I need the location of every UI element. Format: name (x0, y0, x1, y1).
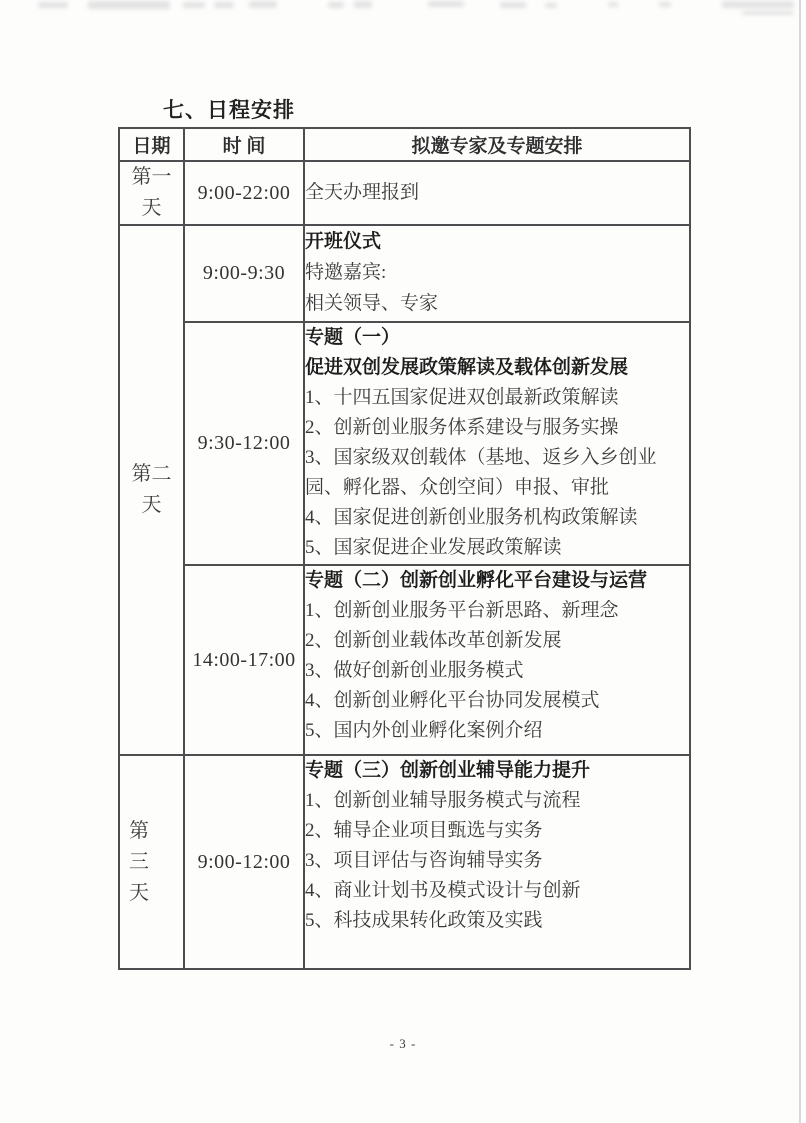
schedule-line: 相关领导、专家 (305, 293, 439, 314)
header-date: 日期 (119, 128, 184, 161)
schedule-line: 3、项目评估与咨询辅导实务 (305, 850, 543, 871)
schedule-line: 开班仪式 (305, 231, 382, 252)
schedule-line: 专题（一） (305, 327, 401, 348)
schedule-line: 1、创新创业辅导服务模式与流程 (305, 790, 581, 811)
session-content-cell (304, 161, 690, 225)
day1-cell (119, 161, 184, 225)
bleedthrough-smudge (328, 2, 344, 8)
bleedthrough-smudge (659, 2, 671, 7)
session-content-cell (304, 225, 690, 322)
schedule-line: 3、国家级双创载体（基地、返乡入乡创业园、孵化器、众创空间）申报、审批 (305, 447, 657, 498)
day-label-line: 天 (141, 197, 162, 219)
time-cell: 9:00-9:30 (184, 225, 304, 322)
schedule-line: 专题（二）创新创业孵化平台建设与运营 (305, 570, 648, 591)
day-label-line: 第 三 (129, 819, 169, 873)
session-content-cell (304, 565, 690, 755)
bleedthrough-smudge (214, 2, 234, 8)
schedule-line: 专题（三）创新创业辅导能力提升 (305, 760, 591, 781)
time-cell: 9:00-22:00 (184, 161, 304, 225)
header-time: 时 间 (184, 128, 304, 161)
schedule-line: 1、创新创业服务平台新思路、新理念 (305, 600, 619, 621)
bleedthrough-smudge (183, 2, 205, 8)
schedule-line: 5、国家促进企业发展政策解读 (305, 537, 562, 558)
table-row (119, 755, 690, 969)
table-header-row (119, 128, 690, 161)
time-cell: 14:00-17:00 (184, 565, 304, 755)
bleedthrough-smudge (545, 3, 557, 8)
bleedthrough-smudge (354, 1, 372, 8)
bleedthrough-smudge (88, 1, 170, 9)
page-number: - 3 - (389, 1036, 417, 1051)
schedule-line: 4、商业计划书及模式设计与创新 (305, 880, 581, 901)
time-cell: 9:00-12:00 (184, 755, 304, 969)
day3-cell (119, 755, 184, 969)
session-content-cell (304, 322, 690, 565)
day-label-line: 第二 (131, 463, 172, 485)
session-content-cell (304, 755, 690, 969)
schedule-line: 4、国家促进创新创业服务机构政策解读 (305, 507, 638, 528)
schedule-line: 全天办理报到 (305, 182, 420, 203)
time-cell: 9:30-12:00 (184, 322, 304, 565)
schedule-line: 2、创新创业载体改革创新发展 (305, 630, 562, 651)
schedule-line: 4、创新创业孵化平台协同发展模式 (305, 690, 600, 711)
bleedthrough-smudge (38, 2, 68, 8)
schedule-line: 1、十四五国家促进双创最新政策解读 (305, 387, 619, 408)
header-content: 拟邀专家及专题安排 (304, 128, 690, 161)
schedule-line: 2、辅导企业项目甄选与实务 (305, 820, 543, 841)
bleedthrough-smudge (428, 1, 464, 7)
table-row (119, 322, 690, 565)
schedule-table (118, 127, 691, 970)
bleedthrough-smudge (608, 2, 618, 7)
day2-cell (119, 225, 184, 755)
bleedthrough-smudge (742, 11, 794, 15)
schedule-line: 3、做好创新创业服务模式 (305, 660, 524, 681)
table-row (119, 225, 690, 322)
bleedthrough-smudge (249, 1, 277, 8)
schedule-line: 促进双创发展政策解读及载体创新发展 (305, 357, 629, 378)
day-label-line: 天 (129, 881, 149, 904)
section-title: 七、日程安排 (163, 98, 295, 122)
bleedthrough-smudge (722, 1, 794, 8)
schedule-line: 2、创新创业服务体系建设与服务实操 (305, 417, 619, 438)
scan-edge-line (799, 0, 801, 1123)
table-row (119, 161, 690, 225)
table-row (119, 565, 690, 755)
schedule-line: 5、科技成果转化政策及实践 (305, 910, 543, 931)
bleedthrough-smudge (500, 2, 526, 8)
schedule-line: 5、国内外创业孵化案例介绍 (305, 720, 543, 741)
day-label-line: 天 (141, 494, 162, 516)
schedule-line: 特邀嘉宾: (305, 262, 387, 283)
day-label-line: 第一 (131, 166, 172, 188)
